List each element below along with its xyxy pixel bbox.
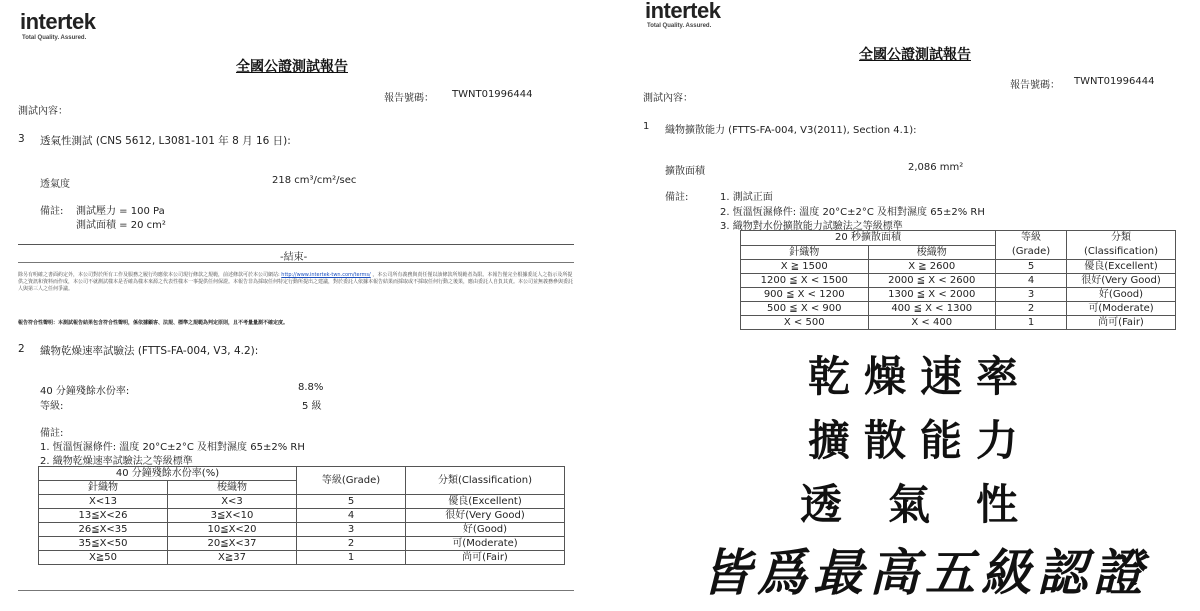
report-number: TWNT01996444 <box>1074 76 1155 87</box>
classification-cell: 優良(Excellent) <box>406 495 565 509</box>
knit-cell: 13≦X<26 <box>39 509 168 523</box>
woven-header: 梭織物 <box>168 481 297 495</box>
grade-value: 5 級 <box>302 401 322 412</box>
knit-cell: 500 ≦ X < 900 <box>741 302 869 316</box>
section-1-note-label: 備註: <box>665 192 689 203</box>
grade-cell: 2 <box>297 537 406 551</box>
table-row <box>741 316 1176 330</box>
end-divider-bottom <box>18 262 574 263</box>
woven-header: 梭織物 <box>868 245 996 260</box>
section-3-heading: 透氣性測試 (CNS 5612, L3081-101 年 8 月 16 日): <box>40 135 291 147</box>
brand-logo: intertek <box>20 9 96 34</box>
section-2-heading: 織物乾燥速率試驗法 (FTTS-FA-004, V3, 4.2): <box>40 345 259 357</box>
section-1-note-1: 1. 測試正面 <box>720 192 773 203</box>
classification-header-line-2: (Classification) <box>1084 246 1158 257</box>
report-number: TWNT01996444 <box>452 89 533 100</box>
brand-tagline: Total Quality. Assured. <box>22 35 87 41</box>
section-2-number: 2 <box>18 343 25 355</box>
classification-cell: 優良(Excellent) <box>1067 260 1176 274</box>
left-document <box>0 0 590 611</box>
report-number-label: 報告號碼： <box>1010 80 1060 91</box>
section-3-note-label: 備註: <box>40 206 64 217</box>
classification-header <box>1067 231 1176 260</box>
grade-cell: 3 <box>297 523 406 537</box>
knit-cell: X≧50 <box>39 551 168 565</box>
terms-link[interactable]: http://www.intertek-twn.com/terms/ <box>281 272 371 278</box>
knit-cell: X < 500 <box>741 316 869 330</box>
promo-line-top-grade: 皆爲最高五級認證 <box>701 544 1149 602</box>
report-number-label: 報告號碼： <box>384 93 434 104</box>
report-title: 全國公證測試報告 <box>859 47 971 63</box>
table-row <box>39 537 565 551</box>
table-row <box>741 288 1176 302</box>
section-1-number: 1 <box>643 121 650 132</box>
brand-logo: intertek <box>645 0 721 23</box>
report-title: 全國公證測試報告 <box>236 59 348 75</box>
diffusion-area-value: 2,086 mm² <box>908 162 964 173</box>
knit-header: 針織物 <box>39 481 168 495</box>
classification-cell: 很好(Very Good) <box>406 509 565 523</box>
test-content-label: 測試內容： <box>643 93 693 104</box>
table-row <box>39 523 565 537</box>
classification-cell: 尚可(Fair) <box>406 551 565 565</box>
residual-water-label: 40 分鐘殘餘水份率: <box>40 386 130 397</box>
woven-cell: 10≦X<20 <box>168 523 297 537</box>
section-1-note-3: 3. 織物對水份擴散能力試驗法之等級標準 <box>720 221 903 232</box>
disclaimer-body: 除另有明確之書面約定外，本公司對於所有工作及服務之履行均應依本公司現行條款之規範，前述條款可於本公司網站: http://www.intertek-twn.com/terms/ ，本公司所有義務與責任僅以該條款所規範者為限。本報告僅完全根據委託人之指示及所提供之資訊和資料而作成，本公司不就測試樣本是否確為樣本來源之代表性樣本一事提供任何保證。本報告非為採取任何特定行動所提出之建議，對於委託人依據本報告結果而採取或不採取任何行動之後果，應由委託人自負其責。本公司並無義務參與委託人與第三人之任何爭議。 <box>18 272 574 292</box>
knit-cell: 26≦X<35 <box>39 523 168 537</box>
table-row <box>39 495 565 509</box>
knit-cell: X ≧ 1500 <box>741 260 869 274</box>
test-content-label: 測試內容： <box>18 106 68 117</box>
disclaimer-bold: 報告符合性聲明：本測試報告結果包含符合性聲明，係依據顧客、法規、標準之規範為判定原則，且不考量量測不確定度。 <box>18 320 289 326</box>
grade-cell: 5 <box>297 495 406 509</box>
classification-header: 分類(Classification) <box>406 467 565 495</box>
table-row <box>39 551 565 565</box>
classification-cell: 很好(Very Good) <box>1067 274 1176 288</box>
woven-cell: 20≦X<37 <box>168 537 297 551</box>
right-document <box>600 0 1200 611</box>
table-row <box>741 274 1176 288</box>
table-header-row <box>741 231 1176 246</box>
knit-cell: X<13 <box>39 495 168 509</box>
air-permeability-label: 透氣度 <box>40 179 70 190</box>
residual-water-value: 8.8% <box>298 382 324 393</box>
knit-cell: 1200 ≦ X < 1500 <box>741 274 869 288</box>
woven-cell: X<3 <box>168 495 297 509</box>
grade-cell: 2 <box>996 302 1067 316</box>
grade-header: 等級(Grade) <box>297 467 406 495</box>
section-3-number: 3 <box>18 133 25 145</box>
knit-cell: 35≦X<50 <box>39 537 168 551</box>
classification-cell: 可(Moderate) <box>406 537 565 551</box>
classification-cell: 可(Moderate) <box>1067 302 1176 316</box>
section-3-note-2: 測試面積 = 20 cm² <box>76 220 166 231</box>
grade-label: 等級: <box>40 401 64 412</box>
woven-cell: 2000 ≦ X < 2600 <box>868 274 996 288</box>
air-permeability-value: 218 cm³/cm²/sec <box>272 175 357 186</box>
end-mark: -結束- <box>280 252 308 263</box>
woven-cell: 3≦X<10 <box>168 509 297 523</box>
section-1-heading: 織物擴散能力 (FTTS-FA-004, V3(2011), Section 4.1): <box>665 125 917 136</box>
grade-cell: 1 <box>297 551 406 565</box>
woven-cell: 1300 ≦ X < 2000 <box>868 288 996 302</box>
table-row <box>741 260 1176 274</box>
table-bottom-rule <box>18 590 574 591</box>
promo-line-drying-rate: 乾燥速率 <box>807 352 1032 401</box>
grade-header-line-1: 等級 <box>1021 232 1041 243</box>
grade-cell: 1 <box>996 316 1067 330</box>
section-3-note-1: 測試壓力 = 100 Pa <box>76 206 165 217</box>
end-divider-top <box>18 244 574 245</box>
grade-cell: 4 <box>297 509 406 523</box>
section-2-note-2: 2. 織物乾燥速率試驗法之等級標準 <box>40 456 193 467</box>
promo-line-diffusion: 擴散能力 <box>807 416 1032 465</box>
section-1-note-2: 2. 恆溫恆濕條件: 溫度 20°C±2°C 及相對濕度 65±2% RH <box>720 207 985 218</box>
classification-header-line-1: 分類 <box>1111 232 1131 243</box>
section-2-note-1: 1. 恆溫恆濕條件: 溫度 20°C±2°C 及相對濕度 65±2% RH <box>40 442 305 453</box>
woven-cell: 400 ≦ X < 1300 <box>868 302 996 316</box>
knit-cell: 900 ≦ X < 1200 <box>741 288 869 302</box>
section-2-note-label: 備註: <box>40 428 64 439</box>
woven-cell: X < 400 <box>868 316 996 330</box>
grade-header <box>996 231 1067 260</box>
table-header-row <box>39 467 565 481</box>
group-header: 20 秒擴散面積 <box>741 231 996 246</box>
diffusion-area-label: 擴散面積 <box>665 166 705 177</box>
promo-line-breathability: 透氣性 <box>800 480 1065 529</box>
grade-cell: 5 <box>996 260 1067 274</box>
grade-cell: 3 <box>996 288 1067 302</box>
woven-cell: X ≧ 2600 <box>868 260 996 274</box>
brand-tagline: Total Quality. Assured. <box>647 23 712 29</box>
drying-rate-grade-table <box>38 466 565 565</box>
woven-cell: X≧37 <box>168 551 297 565</box>
group-header: 40 分鐘殘餘水份率(%) <box>39 467 297 481</box>
disclaimer-text <box>18 272 574 293</box>
table-row <box>741 302 1176 316</box>
classification-cell: 尚可(Fair) <box>1067 316 1176 330</box>
grade-cell: 4 <box>996 274 1067 288</box>
diffusion-grade-table <box>740 230 1176 330</box>
knit-header: 針織物 <box>741 245 869 260</box>
table-row <box>39 509 565 523</box>
classification-cell: 好(Good) <box>406 523 565 537</box>
grade-header-line-2: (Grade) <box>1011 246 1051 257</box>
classification-cell: 好(Good) <box>1067 288 1176 302</box>
